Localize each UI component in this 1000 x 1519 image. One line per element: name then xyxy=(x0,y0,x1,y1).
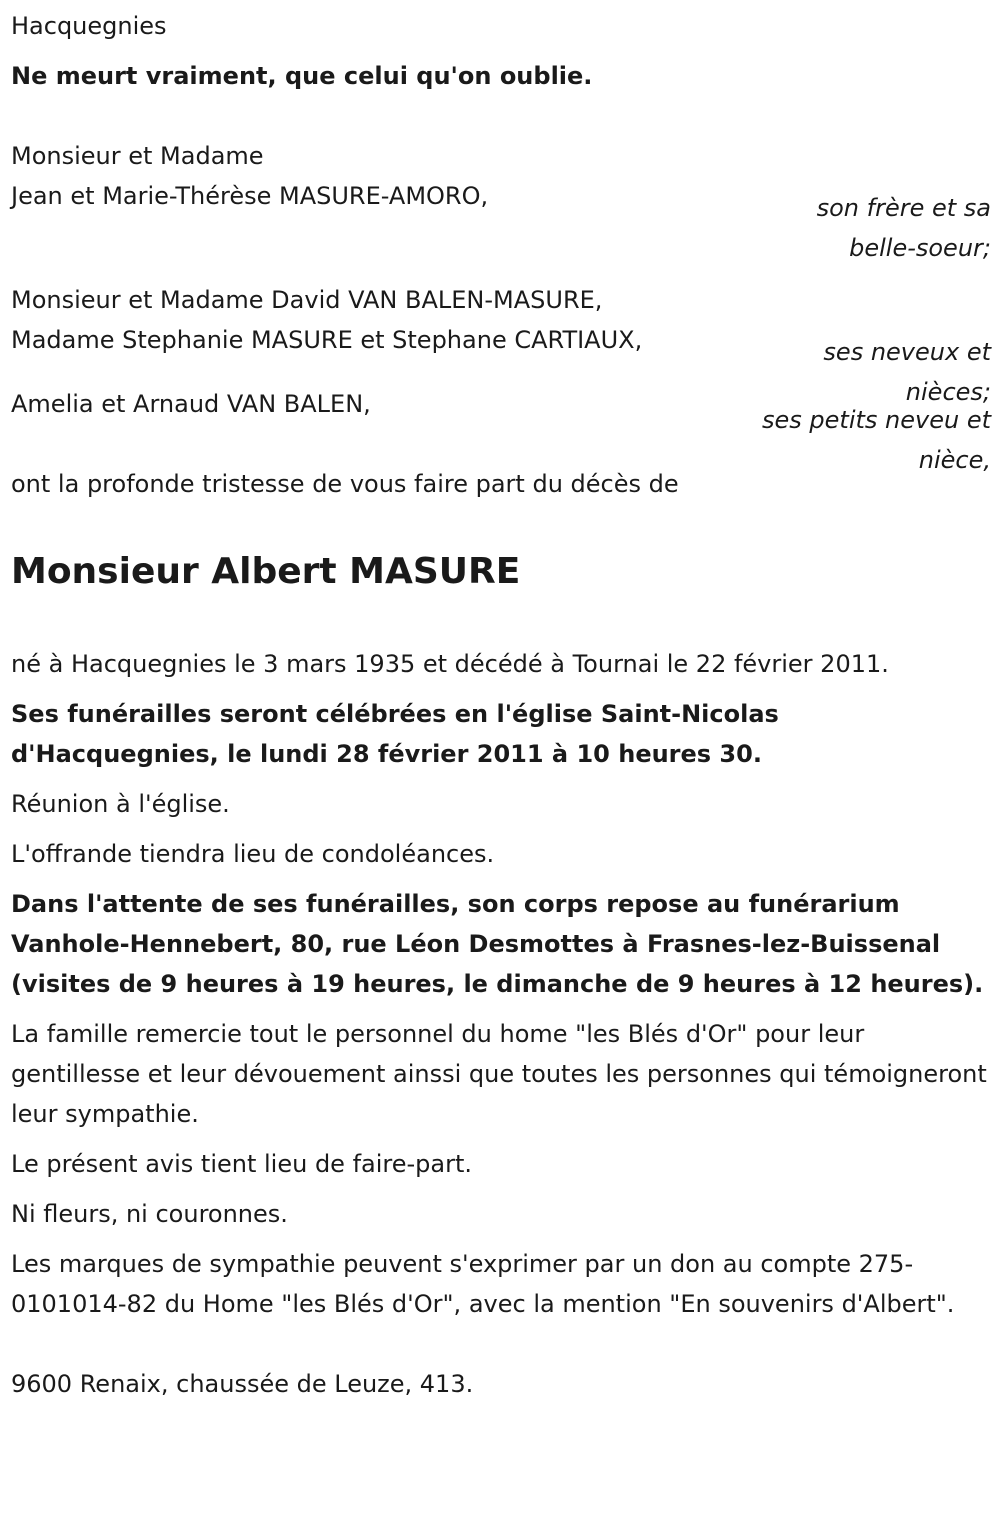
family-line: Jean et Marie-Thérèse MASURE-AMORO, xyxy=(11,182,489,210)
family-names xyxy=(11,384,731,424)
family-thanks: La famille remercie tout le personnel du home "les Blés d'Or" pour leur gentillesse et leur dévouement ainssi que toutes les personnes qui témoigneront leur sympathie. xyxy=(11,1020,987,1128)
funeral-details: Ses funérailles seront célébrées en l'église Saint-Nicolas d'Hacquegnies, le lundi 28 février 2011 à 10 heures 30. xyxy=(11,700,779,768)
family-names xyxy=(11,136,731,216)
donation-note: Les marques de sympathie peuvent s'exprimer par un don au compte 275-0101014-82 du Home "les Blés d'Or", avec la mention "En souvenirs d'Albert". xyxy=(11,1250,955,1318)
family-relation: son frère et sa belle-soeur; xyxy=(816,194,991,262)
no-flowers-note: Ni fleurs, ni couronnes. xyxy=(11,1200,288,1228)
announcement: ont la profonde tristesse de vous faire part du décès de xyxy=(11,470,679,498)
family-names xyxy=(11,280,731,360)
family-line: Monsieur et Madame David VAN BALEN-MASURE, xyxy=(11,286,603,314)
announcement-row xyxy=(11,464,991,504)
death-notice xyxy=(11,6,991,1404)
funerarium-details: Dans l'attente de ses funérailles, son corps repose au funérarium Vanhole-Hennebert, 80, rue Léon Desmottes à Frasnes-lez-Buissenal (visites de 9 heures à 19 heures, le dimanche de 9 heures à 12 heures). xyxy=(11,890,984,998)
family-relation: ses petits neveu et nièce, xyxy=(762,406,991,474)
family-line: Monsieur et Madame xyxy=(11,142,264,170)
family-line: Madame Stephanie MASURE et Stephane CARTIAUX, xyxy=(11,326,643,354)
family-line: Amelia et Arnaud VAN BALEN, xyxy=(11,390,371,418)
deceased-name: Monsieur Albert MASURE xyxy=(11,551,521,592)
motto: Ne meurt vraiment, que celui qu'on oublie. xyxy=(11,62,593,90)
birth-death-dates: né à Hacquegnies le 3 mars 1935 et décédé à Tournai le 22 février 2011. xyxy=(11,650,889,678)
faire-part-note: Le présent avis tient lieu de faire-part. xyxy=(11,1150,473,1178)
family-group-grand-nephews xyxy=(11,384,991,474)
family-address: 9600 Renaix, chaussée de Leuze, 413. xyxy=(11,1370,474,1398)
offering-note: L'offrande tiendra lieu de condoléances. xyxy=(11,840,495,868)
family-group-brother xyxy=(11,136,991,262)
family-relation: ses neveux et nièces; xyxy=(823,338,991,406)
meeting-place: Réunion à l'église. xyxy=(11,790,230,818)
village-name: Hacquegnies xyxy=(11,12,167,40)
